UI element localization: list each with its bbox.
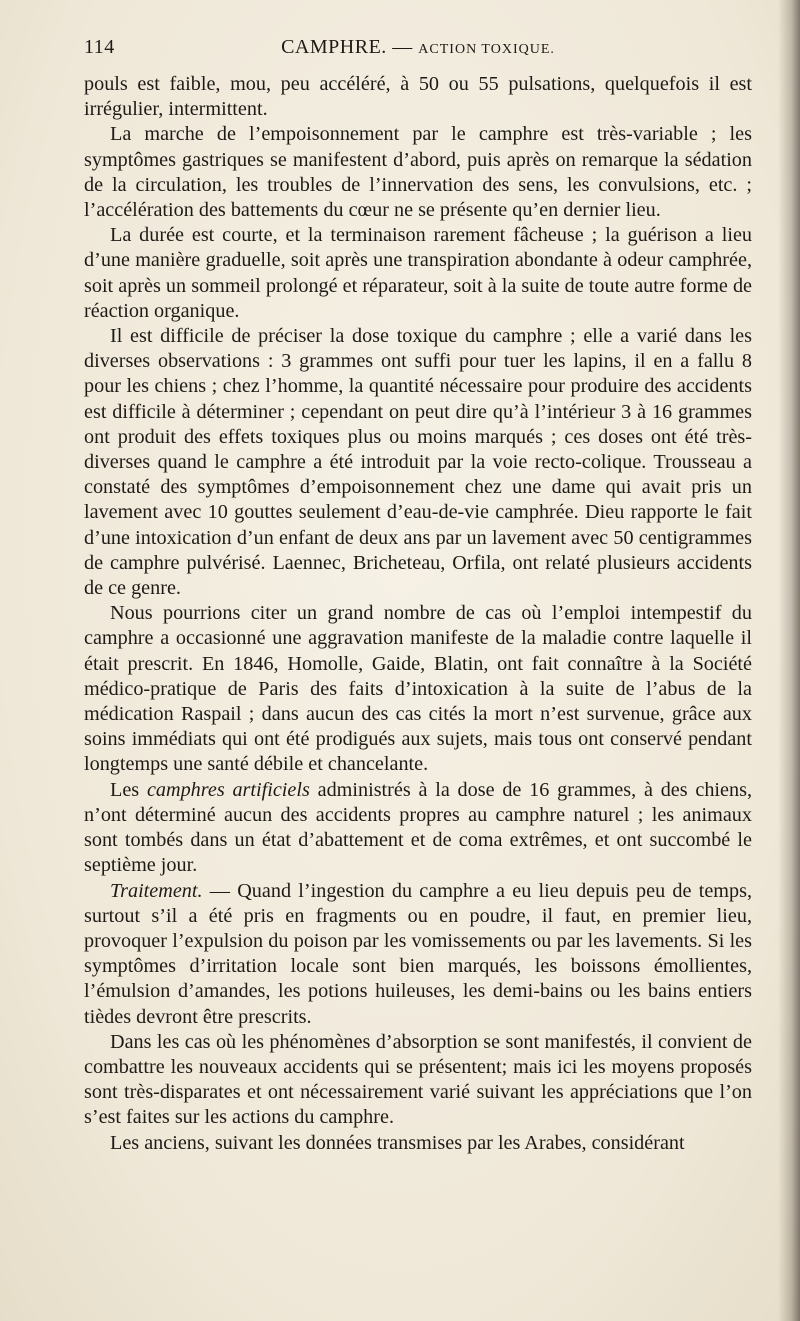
running-title-main: CAMPHRE. (281, 36, 387, 58)
paragraph-aggravation: Nous pourrions citer un grand nombre de cas où l’emploi intempestif du camphre a occasionné une aggravation manifeste de la maladie contre laquelle il était prescrit. En 1846, Homolle, Gaide, Blatin, ont fait connaître à la Société médico-pratique de Paris des faits d’intoxication à la suite de l’abus de la médication Raspail ; dans aucun des cas cités la mort n’est survenue, grâce aux soins immédiats qui ont été prodigués aux sujets, mais tous ont conservé pendant longtemps une santé débile et chancelante. (84, 602, 752, 776)
running-title (84, 36, 752, 59)
traitement-heading: Traitement. (110, 879, 203, 902)
running-header (84, 36, 752, 66)
paragraph-absorption: Dans les cas où les phénomènes d’absorption se sont manifestés, il convient de combattre les nouveaux accidents qui se présentent; mais ici les moyens proposés sont très-disparates et ont nécessairement varié suivant les appréciations que l’on s’est faites sur les actions du camphre. (84, 1030, 752, 1129)
paragraph-continuation: pouls est faible, mou, peu accéléré, à 50 ou 55 pulsations, quelquefois il est irrégulier, intermittent. (84, 73, 752, 121)
paragraph-dose-toxique: Il est difficile de préciser la dose toxique du camphre ; elle a varié dans les diverses observations : 3 grammes ont suffi pour tuer les lapins, il en a fallu 8 pour les chiens ; chez l’homme, la quantité nécessaire pour produire des accidents est difficile à déterminer ; cependant on peut dire qu’à l’intérieur 3 à 16 grammes ont produit des effets toxiques plus ou moins marqués ; ces doses ont été très-diverses quand le camphre a été introduit par la voie recto-colique. Trousseau a constaté des symptômes d’empoisonnement chez une dame qui avait pris un lavement avec 10 gouttes seulement d’eau-de-vie camphrée. Dieu rapporte le fait d’une intoxication d’un enfant de deux ans par un lavement avec 50 centigrammes de camphre pulvérisé. Laennec, Bricheteau, Orfila, ont relaté plusieurs accidents de ce genre. (84, 325, 752, 600)
artificiels-rest: administrés à la dose de 16 grammes, à des chiens, n’ont déterminé aucun des accidents propres au camphre naturel ; les animaux sont tombés dans un état d’abattement et de coma extrêmes, et ont succombé le septième jour. (84, 778, 752, 877)
artificiels-lead: Les (110, 778, 147, 801)
paragraph-duree: La durée est courte, et la terminaison rarement fâcheuse ; la guérison a lieu d’une manière graduelle, soit après une transpiration abondante à odeur camphrée, soit après un sommeil prolongé et réparateur, soit à la suite de toute autre forme de réaction organique. (84, 224, 752, 322)
running-title-dash: — (386, 36, 419, 58)
artificiels-italic: camphres artificiels (146, 778, 310, 801)
running-title-section: ACTION TOXIQUE. (418, 42, 555, 57)
paragraph-marche: La marche de l’empoisonnement par le camphre est très-variable ; les symptômes gastriques se manifestent d’abord, puis après on remarque la sédation de la circulation, les troubles de l’innervation des sens, les convulsions, etc. ; l’accélération des battements du cœur ne se présente qu’en dernier lieu. (84, 123, 752, 222)
paragraph-camphres-artificiels (84, 778, 752, 879)
page-body (84, 72, 752, 1156)
paragraph-anciens: Les anciens, suivant les données transmises par les Arabes, considérant (110, 1131, 685, 1154)
paragraph-traitement (84, 879, 752, 1030)
page-gutter-shadow (778, 0, 800, 1321)
traitement-rest: — Quand l’ingestion du camphre a eu lieu depuis peu de temps, surtout s’il a été pris en fragments ou en poudre, il faut, en premier lieu, provoquer l’expulsion du poison par les vomissements ou par les lavements. Si les symptômes d’irritation locale sont bien marqués, les boissons émollientes, l’émulsion d’amandes, les potions huileuses, les demi-bains ou les bains entiers tièdes devront être prescrits. (84, 879, 752, 1028)
page-number: 114 (84, 36, 115, 58)
